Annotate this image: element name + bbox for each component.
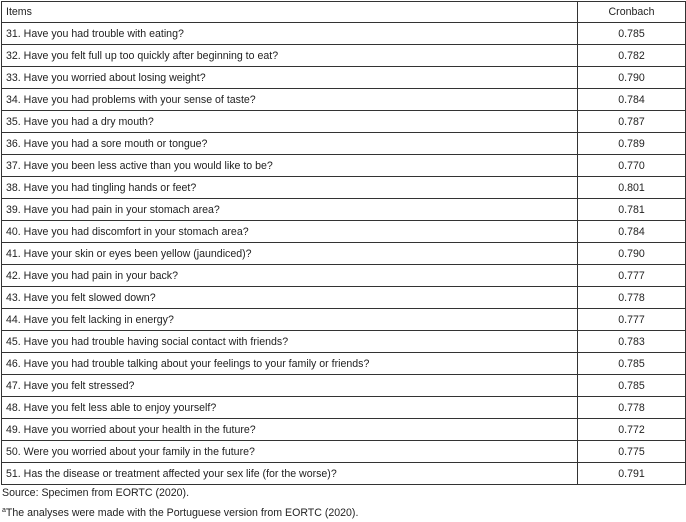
cronbach-cell: 0.781 xyxy=(578,199,686,221)
cronbach-cell: 0.789 xyxy=(578,133,686,155)
item-cell: 45. Have you had trouble having social contact with friends? xyxy=(2,331,578,353)
cronbach-cell: 0.777 xyxy=(578,265,686,287)
table-row xyxy=(2,133,686,155)
cronbach-cell: 0.785 xyxy=(578,353,686,375)
item-cell: 46. Have you had trouble talking about your feelings to your family or friends? xyxy=(2,353,578,375)
cronbach-cell: 0.772 xyxy=(578,419,686,441)
cronbach-cell: 0.778 xyxy=(578,397,686,419)
table-notes xyxy=(2,484,358,522)
cronbach-cell: 0.790 xyxy=(578,67,686,89)
table-row xyxy=(2,67,686,89)
items-column-header: Items xyxy=(2,2,578,23)
cronbach-table xyxy=(1,1,686,485)
table-row xyxy=(2,309,686,331)
source-note: Source: Specimen from EORTC (2020). xyxy=(2,487,190,499)
table-row xyxy=(2,221,686,243)
table-row xyxy=(2,199,686,221)
item-cell: 31. Have you had trouble with eating? xyxy=(2,23,578,45)
cronbach-cell: 0.787 xyxy=(578,111,686,133)
cronbach-cell: 0.783 xyxy=(578,331,686,353)
footnote-mark: a xyxy=(2,507,6,514)
footnote-text: The analyses were made with the Portuguese version from EORTC (2020). xyxy=(5,507,359,519)
table-row xyxy=(2,243,686,265)
cronbach-cell: 0.784 xyxy=(578,89,686,111)
table-row xyxy=(2,265,686,287)
table-row xyxy=(2,375,686,397)
cronbach-cell: 0.785 xyxy=(578,23,686,45)
table-row xyxy=(2,441,686,463)
table-row xyxy=(2,419,686,441)
cronbach-cell: 0.785 xyxy=(578,375,686,397)
table-row xyxy=(2,23,686,45)
item-cell: 43. Have you felt slowed down? xyxy=(2,287,578,309)
item-cell: 44. Have you felt lacking in energy? xyxy=(2,309,578,331)
item-cell: 37. Have you been less active than you would like to be? xyxy=(2,155,578,177)
cronbach-column-header: Cronbach xyxy=(578,2,686,23)
item-cell: 48. Have you felt less able to enjoy yourself? xyxy=(2,397,578,419)
table-row xyxy=(2,177,686,199)
cronbach-cell: 0.782 xyxy=(578,45,686,67)
item-cell: 42. Have you had pain in your back? xyxy=(2,265,578,287)
item-cell: 39. Have you had pain in your stomach area? xyxy=(2,199,578,221)
table-row xyxy=(2,397,686,419)
item-cell: 50. Were you worried about your family in the future? xyxy=(2,441,578,463)
cronbach-cell: 0.770 xyxy=(578,155,686,177)
table-row xyxy=(2,89,686,111)
item-cell: 49. Have you worried about your health in the future? xyxy=(2,419,578,441)
cronbach-cell: 0.784 xyxy=(578,221,686,243)
table-row xyxy=(2,155,686,177)
cronbach-cell: 0.778 xyxy=(578,287,686,309)
table-row xyxy=(2,287,686,309)
item-cell: 38. Have you had tingling hands or feet? xyxy=(2,177,578,199)
item-cell: 32. Have you felt full up too quickly after beginning to eat? xyxy=(2,45,578,67)
item-cell: 34. Have you had problems with your sense of taste? xyxy=(2,89,578,111)
table-row xyxy=(2,111,686,133)
cronbach-cell: 0.790 xyxy=(578,243,686,265)
item-cell: 40. Have you had discomfort in your stomach area? xyxy=(2,221,578,243)
item-cell: 47. Have you felt stressed? xyxy=(2,375,578,397)
table-header-row xyxy=(2,2,686,23)
cronbach-cell: 0.791 xyxy=(578,463,686,485)
cronbach-cell: 0.775 xyxy=(578,441,686,463)
item-cell: 36. Have you had a sore mouth or tongue? xyxy=(2,133,578,155)
footnote xyxy=(2,502,358,522)
table-row xyxy=(2,331,686,353)
table-row xyxy=(2,45,686,67)
cronbach-cell: 0.801 xyxy=(578,177,686,199)
cronbach-cell: 0.777 xyxy=(578,309,686,331)
table-row xyxy=(2,463,686,485)
item-cell: 35. Have you had a dry mouth? xyxy=(2,111,578,133)
table-row xyxy=(2,353,686,375)
item-cell: 33. Have you worried about losing weight? xyxy=(2,67,578,89)
table-body xyxy=(2,23,686,485)
item-cell: 51. Has the disease or treatment affected your sex life (for the worse)? xyxy=(2,463,578,485)
item-cell: 41. Have your skin or eyes been yellow (jaundiced)? xyxy=(2,243,578,265)
